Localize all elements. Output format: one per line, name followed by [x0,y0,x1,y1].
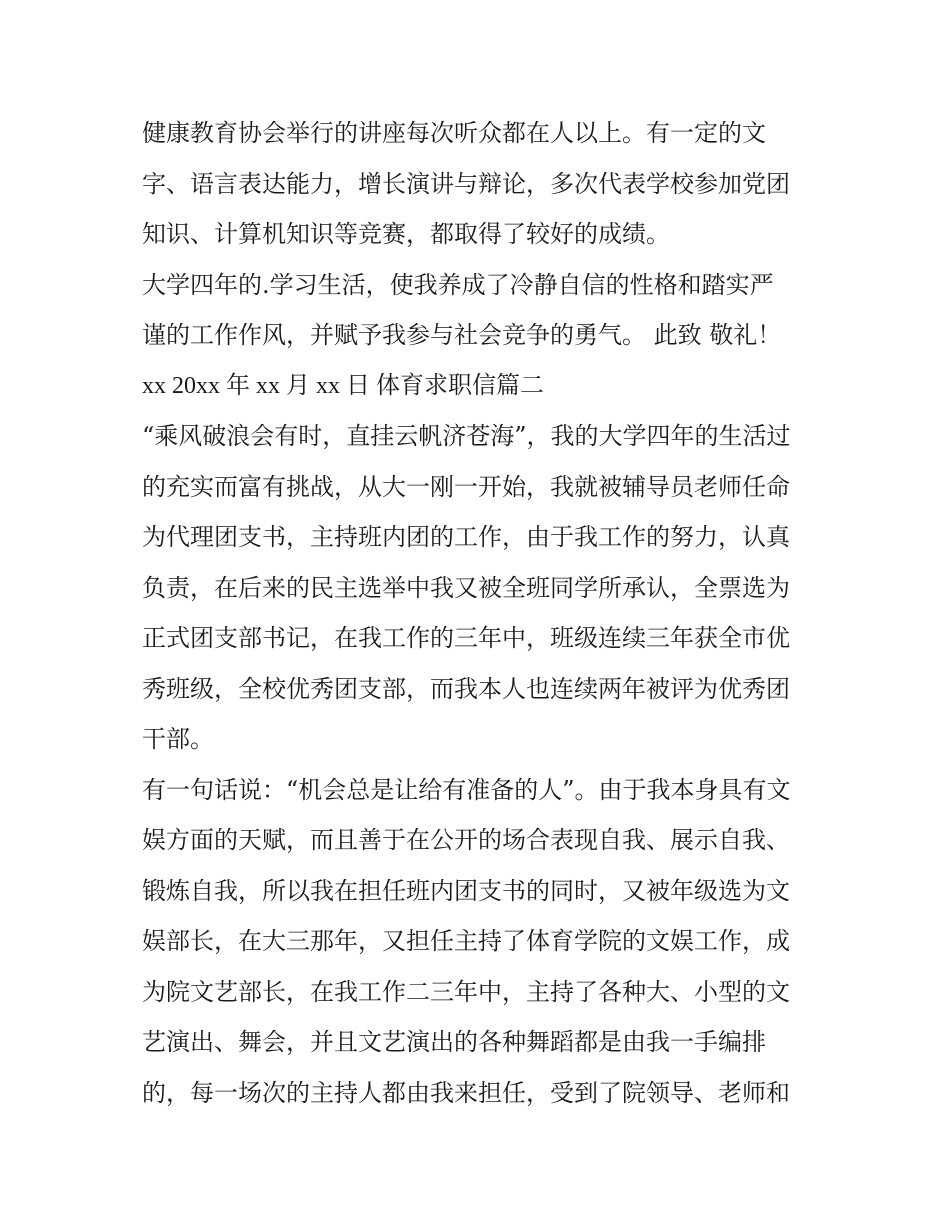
text-line: 为院文艺部长，在我工作二三年中，主持了各种大、小型的文 [142,977,790,1006]
text-line: 娱部长，在大三那年，又担任主持了体育学院的文娱工作，成 [142,927,790,955]
text-line: 秀班级，全校优秀团支部，而我本人也连续两年被评为优秀团 [142,674,790,703]
text-line: 大学四年的.学习生活，使我养成了冷静自信的性格和踏实严 [142,270,774,299]
text-line: “乘风破浪会有时，直挂云帆济苍海”，我的大学四年的生活过 [142,422,791,450]
text-line: 健康教育协会举行的讲座每次听众都在人以上。有一定的文 [142,119,766,147]
date-heading-line: xx 20xx 年 xx 月 xx 日 体育求职信篇二 [142,372,544,399]
text-line: 的，每一场次的主持人都由我来担任，受到了院领导、老师和 [142,1078,790,1107]
text-line: 锻炼自我，所以我在担任班内团支书的同时，又被年级选为文 [142,876,790,905]
text-line: 知识、计算机知识等竞赛，都取得了较好的成绩。 [142,220,670,248]
text-line: 艺演出、舞会，并且文艺演出的各种舞蹈都是由我一手编排 [142,1028,766,1056]
text-line: 为代理团支书，主持班内团的工作，由于我工作的努力，认真 [142,523,790,551]
text-line: 的充实而富有挑战，从大一刚一开始，我就被辅导员老师任命 [142,472,790,501]
text-line: 娱方面的天赋，而且善于在公开的场合表现自我、展示自我、 [142,826,790,854]
text-line: 负责，在后来的民主选举中我又被全班同学所承认，全票选为 [142,573,790,602]
text-line: 正式团支部书记，在我工作的三年中，班级连续三年获全市优 [142,624,790,652]
text-line: 有一句话说：“机会总是让给有准备的人”。由于我本身具有文 [142,775,791,804]
text-line: 谨的工作作风，并赋予我参与社会竞争的勇气。 此致 敬礼！ [142,321,782,349]
text-line: 字、语言表达能力，增长演讲与辩论，多次代表学校参加党团 [142,169,790,198]
document-body [142,108,822,1118]
text-line: 干部。 [142,725,214,753]
